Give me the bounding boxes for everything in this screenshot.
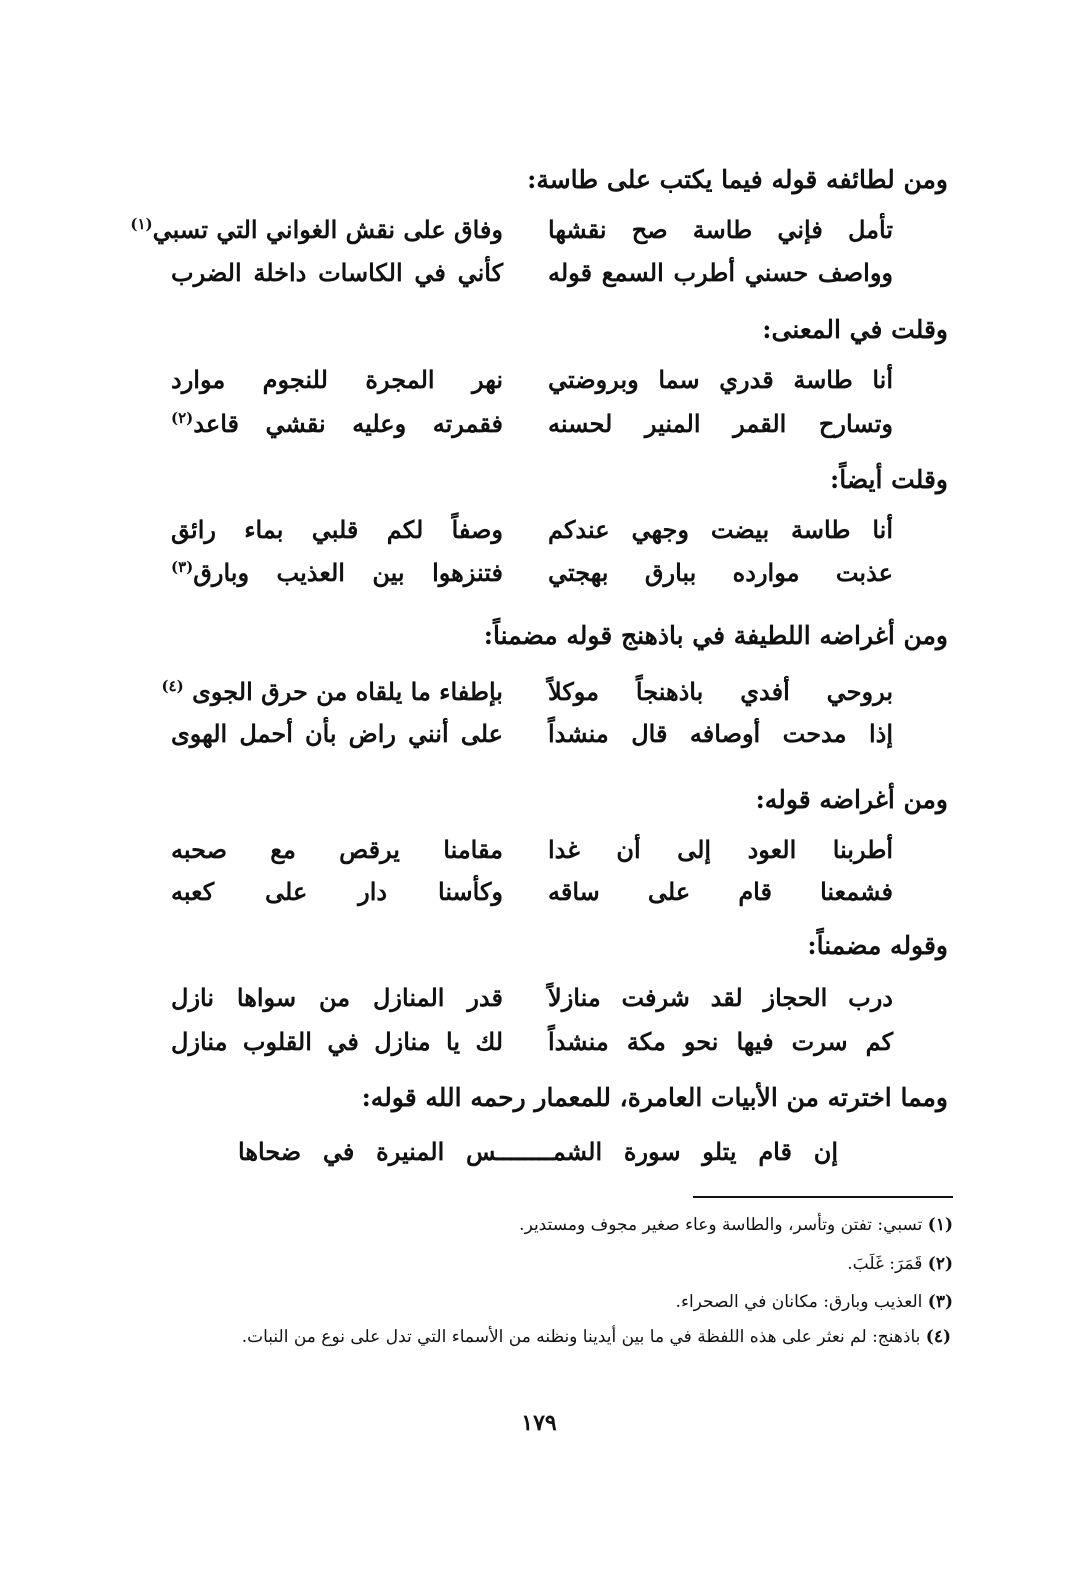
footnote-text: تسبي: تفتن وتأسر، والطاسة وعاء صغير مجوف ومستدير. — [519, 1215, 923, 1235]
verse-first-hemistich: وواصف حسني أطرب السمع قوله — [548, 258, 893, 287]
footnote-marker: (٤) — [161, 677, 184, 695]
verse-first-hemistich: أنا طاسة قدري سما وبروضتي — [548, 365, 893, 394]
verse-second-hemistich: على أنني راض بأن أحمل الهوى — [171, 719, 503, 748]
verse-second-hemistich: وكأسنا دار على كعبه — [171, 877, 503, 906]
closing-intro: ومما اخترته من الأبيات العامرة، للمعمار رحمه الله قوله: — [361, 1083, 948, 1112]
footnote-marker: (١) — [130, 215, 153, 233]
section-intro: وقوله مضمناً: — [807, 931, 948, 960]
section-intro: ومن أغراضه قوله: — [755, 785, 948, 814]
verse-second-hemistich: بإطفاء ما يلقاه من حرق الجوى $^{(٤)}$ — [161, 677, 503, 706]
verse-second-hemistich: نهر المجرة للنجوم موارد — [171, 365, 503, 394]
footnote-text: العذيب وبارق: مكانان في الصحراء. — [675, 1292, 923, 1312]
footnote — [133, 1289, 953, 1315]
section-intro: وقلت أيضاً: — [830, 465, 948, 494]
verse-second-hemistich: وفاق على نقش الغواني التي تسبي$^{(١)}$ — [130, 215, 503, 244]
footnote-divider — [693, 1196, 953, 1198]
footnote-number: (٣) — [927, 1292, 953, 1312]
verse-first-hemistich: درب الحجاز لقد شرفت منازلاً — [548, 983, 893, 1012]
verse-second-hemistich: مقامنا يرقص مع صحبه — [171, 835, 503, 864]
verse-first-hemistich: أنا طاسة بيضت وجهي عندكم — [548, 515, 893, 544]
footnote-text: باذهنج: لم نعثر على هذه اللفظة في ما بين أيدينا ونظنه من الأسماء التي تدل على نوع من النبات. — [241, 1327, 921, 1347]
verse-second-hemistich: وصفاً لكم قلبي بماء رائق — [171, 515, 503, 544]
section-intro: ومن لطائفه قوله فيما يكتب على طاسة: — [527, 165, 948, 194]
footnote — [133, 1251, 953, 1277]
verse-second-hemistich: قدر المنازل من سواها نازل — [171, 983, 503, 1012]
footnote-number: (١) — [927, 1215, 953, 1235]
verse-first-hemistich: وتسارح القمر المنير لحسنه — [548, 409, 893, 438]
verse-first-hemistich: تأمل فإني طاسة صح نقشها — [548, 215, 893, 244]
footnote-marker: (٣) — [171, 558, 194, 576]
verse-first-hemistich: إذا مدحت أوصافه قال منشداً — [548, 719, 893, 748]
verse-second-hemistich: لك يا منازل في القلوب منازل — [171, 1027, 503, 1056]
closing-verse: إن قام يتلو سورة الشمــــــــس المنيرة في ضحاها — [238, 1137, 838, 1166]
verse-first-hemistich: بروحي أفدي باذهنجاً موكلاً — [548, 677, 893, 706]
verse-first-hemistich: كم سرت فيها نحو مكة منشداً — [548, 1027, 893, 1056]
verse-first-hemistich: أطربنا العود إلى أن غدا — [548, 835, 893, 864]
verse-second-hemistich: فقمرته وعليه نقشي قاعد$^{(٢)}$ — [171, 409, 503, 438]
verse-first-hemistich: فشمعنا قام على ساقه — [548, 877, 893, 906]
footnote-number: (٤) — [925, 1327, 951, 1347]
footnote — [3, 1324, 951, 1350]
footnote-text: قَمَرَ: غَلَبَ. — [847, 1254, 923, 1274]
page-number: ١٧٩ — [521, 1410, 557, 1436]
footnote-number: (٢) — [927, 1254, 953, 1274]
verse-second-hemistich: فتنزهوا بين العذيب وبارق$^{(٣)}$ — [171, 558, 503, 587]
section-intro: وقلت في المعنى: — [762, 315, 948, 344]
section-intro: ومن أغراضه اللطيفة في باذهنج قوله مضمناً: — [483, 621, 948, 650]
verse-second-hemistich: كأني في الكاسات داخلة الضرب — [171, 258, 503, 287]
footnote-marker: (٢) — [171, 409, 194, 427]
footnote — [133, 1212, 953, 1238]
verse-first-hemistich: عذبت موارده ببارق بهجتي — [548, 558, 893, 587]
